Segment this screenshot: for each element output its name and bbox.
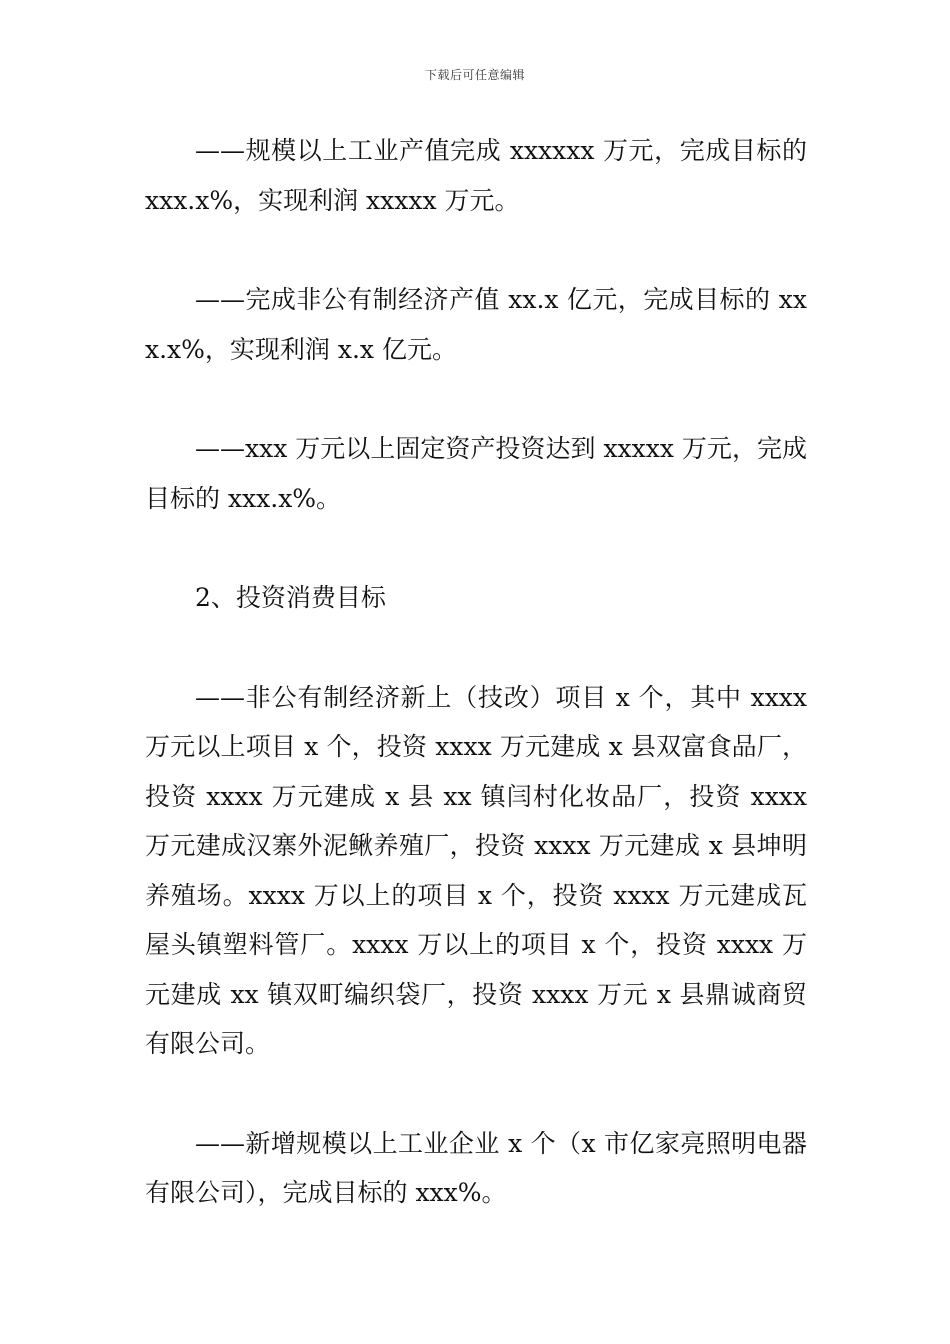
- paragraph-industrial-output: ——规模以上工业产值完成 xxxxxx 万元，完成目标的 xxx.x%，实现利润 xxxxx 万元。: [145, 136, 807, 215]
- section-heading-investment-consumption: 2、投资消费目标: [195, 583, 386, 612]
- paragraph-new-projects: ——非公有制经济新上（技改）项目 x 个，其中 xxxx 万元以上项目 x 个，投资 xxxx 万元建成 x 县双富食品厂，投资 xxxx 万元建成 x 县 xx 镇闫村化妆品厂，投资 xxxx 万元建成汉寨外泥鳅养殖厂，投资 xxxx 万元建成 x 县坤明养殖场。xxxx 万以上的项目 x 个，投资 xxxx 万元建成瓦屋头镇塑料管厂。xxxx 万以上的项目 x 个，投资 xxxx 万元建成 xx 镇双町编织袋厂，投资 xxxx 万元 x 县鼎诚商贸有限公司。: [145, 682, 807, 1058]
- document-body: [145, 126, 807, 1218]
- paragraph-new-enterprises: ——新增规模以上工业企业 x 个（x 市亿家亮照明电器有限公司），完成目标的 xxx%。: [145, 1128, 807, 1207]
- page-header: 下载后可任意编辑: [424, 68, 525, 82]
- paragraph-fixed-asset-investment: ——xxx 万元以上固定资产投资达到 xxxxx 万元，完成目标的 xxx.x%。: [145, 434, 807, 513]
- paragraph-non-public-economy: ——完成非公有制经济产值 xx.x 亿元，完成目标的 xxx.x%，实现利润 x.x 亿元。: [145, 285, 807, 364]
